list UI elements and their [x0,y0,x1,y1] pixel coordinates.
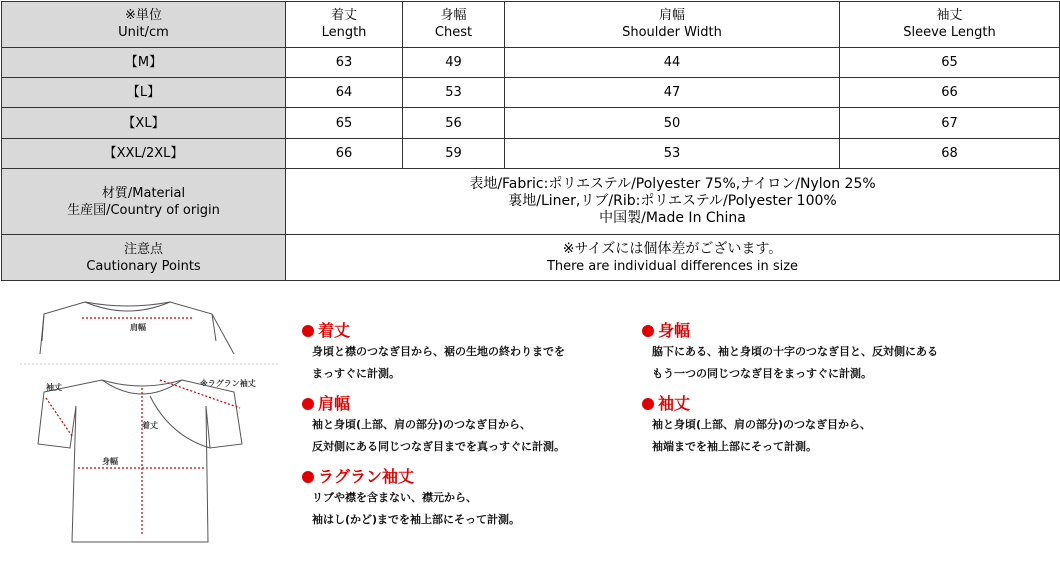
material-label-1: 材質/Material [101,185,186,201]
sleeve-diagram-label: 袖丈 [46,383,62,392]
table-row [2,138,1060,168]
unit-header [2,2,286,48]
note-shoulder-line-2: 反対側にある同じつなぎ目までを真っすぐに計測。 [312,440,565,453]
note-shoulder-title: 肩幅 [318,394,351,413]
note-shoulder-line-1: 袖と身頃(上部、肩の部分)のつなぎ目から、 [312,418,532,431]
table-row [2,47,1060,77]
shoulder-ja: 肩幅 [658,8,685,24]
shoulder-value: 53 [505,138,840,168]
note-raglan-text [312,487,520,531]
length-value: 66 [286,138,403,168]
sleeve-value: 65 [840,47,1060,77]
length-value: 64 [286,78,403,108]
raglan-diagram-label: ※ラグラン袖丈 [200,379,256,388]
material-line-3: 中国製/Made In China [599,210,746,227]
unit-en: Unit/cm [118,25,169,41]
shoulder-header [505,2,840,48]
front-body-outline [38,380,242,542]
bullet-icon [642,398,654,410]
bullet-icon [302,471,314,483]
material-label [2,169,286,235]
note-length-title: 着丈 [318,321,351,340]
note-chest [642,321,938,385]
note-length-text [312,341,565,385]
sleeve-ja: 袖丈 [936,8,963,24]
caution-label [2,235,286,281]
note-sleeve-text [652,414,871,458]
garment-measurement-diagram [20,296,280,548]
sleeve-measure-line [46,398,72,436]
note-shoulder [302,394,565,458]
material-line-1: 表地/Fabric:ポリエステル/Polyester 75%,ナイロン/Nylon 25% [469,176,876,193]
length-value: 65 [286,108,403,138]
note-length-line-1: 身頃と襟のつなぎ目から、裾の生地の終わりまでを [312,345,565,358]
material-line-2: 裏地/Liner,リブ/Rib:ポリエステル/Polyester 100% [508,193,837,210]
length-diagram-label: 着丈 [142,421,158,430]
caution-text-en: There are individual differences in size [546,258,799,274]
note-raglan [302,467,520,531]
bullet-icon [642,325,654,337]
chest-value: 59 [403,138,505,168]
size-label: 【XXL/2XL】 [2,138,286,168]
sleeve-header [840,2,1060,48]
sleeve-value: 66 [840,78,1060,108]
bullet-icon [302,398,314,410]
note-chest-title: 身幅 [658,321,691,340]
length-ja: 着丈 [330,8,357,24]
note-sleeve-title: 袖丈 [658,394,691,413]
sleeve-en: Sleeve Length [903,25,996,41]
note-sleeve-line-2: 袖端までを袖上部にそって計測。 [652,440,817,453]
size-label: 【L】 [2,78,286,108]
note-raglan-line-2: 袖はし(かど)までを袖上部にそって計測。 [312,513,521,526]
caution-row [2,235,1060,281]
chest-value: 56 [403,108,505,138]
chest-value: 49 [403,47,505,77]
caution-label-en: Cautionary Points [86,258,201,274]
caution-value [286,235,1060,281]
length-header [286,2,403,48]
material-row [2,169,1060,235]
sleeve-value: 67 [840,108,1060,138]
caution-text-ja: ※サイズには個体差がございます。 [562,240,783,257]
chest-header [403,2,505,48]
note-raglan-title: ラグラン袖丈 [318,467,415,486]
size-label: 【XL】 [2,108,286,138]
shoulder-value: 47 [505,78,840,108]
chest-diagram-label: 身幅 [102,457,118,466]
chest-value: 53 [403,78,505,108]
length-value: 63 [286,47,403,77]
caution-label-ja: 注意点 [123,241,163,257]
table-header-row [2,2,1060,48]
sleeve-value: 68 [840,138,1060,168]
note-length [302,321,565,385]
chest-en: Chest [434,25,473,41]
note-chest-line-2: もう一つの同じつなぎ目をまっすぐに計測。 [652,367,872,380]
material-label-2: 生産国/Country of origin [67,202,220,218]
note-chest-text [652,341,938,385]
note-chest-line-1: 脇下にある、袖と身頃の十字のつなぎ目と、反対側にある [652,345,938,358]
shoulder-value: 50 [505,108,840,138]
size-label: 【M】 [2,47,286,77]
shoulder-value: 44 [505,47,840,77]
chest-ja: 身幅 [440,8,467,24]
note-length-line-2: まっすぐに計測。 [312,367,400,380]
note-sleeve [642,394,871,458]
size-table [1,1,1060,281]
shoulder-en: Shoulder Width [622,25,722,41]
length-en: Length [321,25,367,41]
bullet-icon [302,325,314,337]
note-raglan-line-1: リブや襟を含まない、襟元から、 [312,491,477,504]
note-sleeve-line-1: 袖と身頃(上部、肩の部分)のつなぎ目から、 [652,418,872,431]
material-value [286,169,1060,235]
shoulder-diagram-label: 肩幅 [130,323,146,332]
table-row [2,108,1060,138]
table-row [2,78,1060,108]
unit-ja: ※単位 [125,8,162,24]
note-shoulder-text [312,414,565,458]
